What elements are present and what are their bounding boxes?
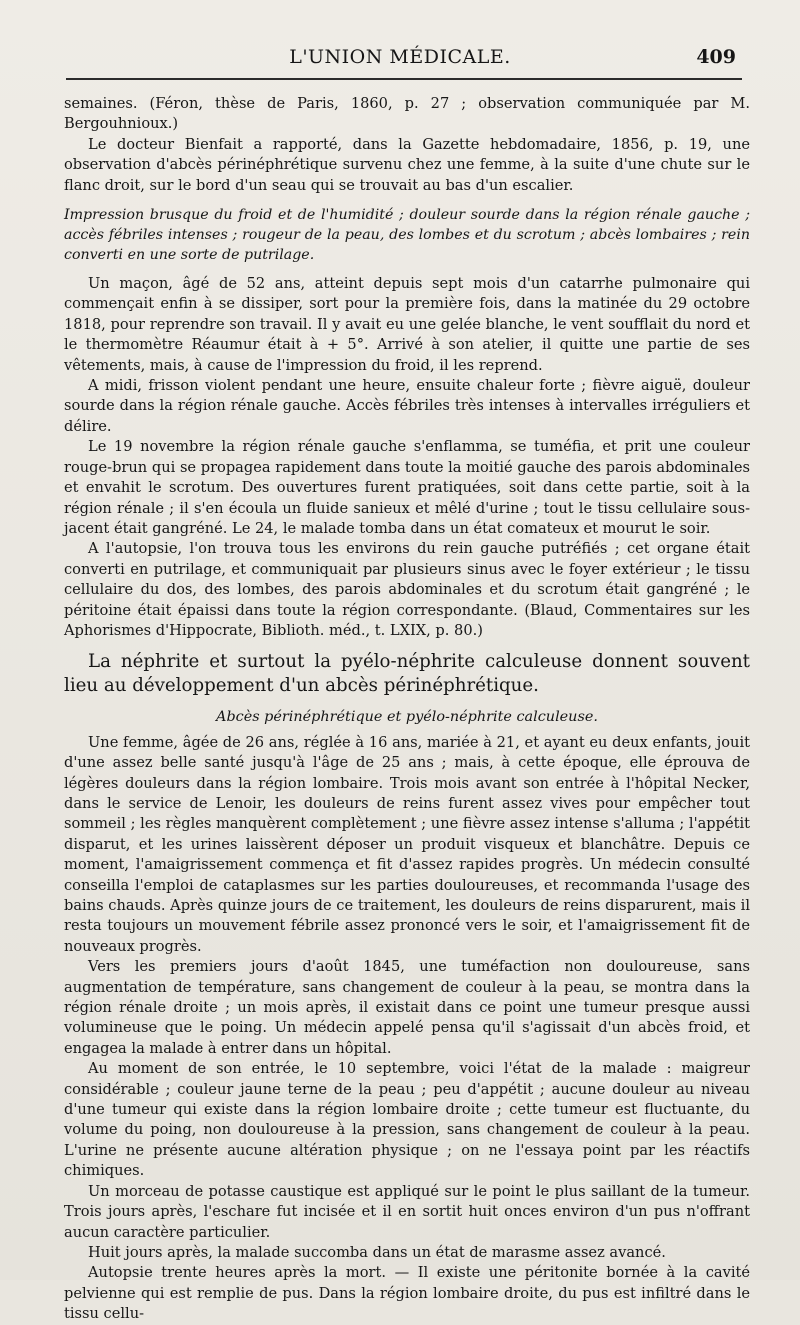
paragraph-1: semaines. (Féron, thèse de Paris, 1860, p. 27 ; observation communiquée par M. Bergouhnioux.) (64, 95, 750, 133)
header-rule (66, 78, 742, 80)
page-header (62, 40, 738, 78)
page-number: 409 (696, 46, 736, 68)
running-head: L'UNION MÉDICALE. (289, 46, 511, 68)
paragraph-7: A l'autopsie, l'on trouva tous les environs du rein gauche putréfiés ; cet organe était converti en putrilage, et communiquait par plusieurs sinus avec le foyer extérieur ; le tissu cellulaire du dos, des lombes, des parois abdominales et du scrotum était gangréné ; le péritoine était épaissi dans toute la région correspondante. (Blaud, Commentaires sur les Aphorismes d'Hippocrate, Biblioth. méd., t. LXIX, p. 80.) (64, 540, 750, 639)
paragraph-5: A midi, frisson violent pendant une heure, ensuite chaleur forte ; fièvre aiguë, douleur sourde dans la région rénale gauche. Accès fébriles très intenses à intervalles irréguliers et délire. (64, 377, 750, 435)
paragraph-13: Un morceau de potasse caustique est appliqué sur le point le plus saillant de la tumeur. Trois jours après, l'eschare fut incisée et il en sortit huit onces environ d'un pus n'offrant aucun caractère particulier. (64, 1182, 750, 1241)
body-text (64, 94, 750, 1325)
paragraph-6: Le 19 novembre la région rénale gauche s'enflamma, se tuméfia, et prit une couleur rouge-brun qui se propagea rapidement dans toute la moitié gauche des parois abdominales et envahit le scrotum. Des ouvertures furent pratiquées, soit dans cette partie, soit à la région rénale ; il s'en écoula un fluide sanieux et mêlé d'urine ; tout le tissu cellulaire sous-jacent était gangréné. Le 24, le malade tomba dans un état comateux et mourut le soir. (64, 438, 750, 537)
paragraph-11: Vers les premiers jours d'août 1845, une tuméfaction non douloureuse, sans augmentation de température, sans changement de couleur à la peau, se montra dans la région rénale droite ; un mois après, il existait dans ce point une tumeur presque aussi volumineuse que le poing. Un médecin appelé pensa qu'il s'agissait d'un abcès froid, et engagea la malade à entrer dans un hôpital. (64, 958, 750, 1057)
case-summary-1: Impression brusque du froid et de l'humidité ; douleur sourde dans la région rénale gauche ; accès fébriles intenses ; rougeur de la peau, des lombes et du scrotum ; abcès lombaires ; rein converti en une sorte de putrilage. (64, 207, 750, 264)
paragraph-12: Au moment de son entrée, le 10 septembre, voici l'état de la malade : maigreur considérable ; couleur jaune terne de la peau ; peu d'appétit ; aucune douleur au niveau d'une tumeur qui existe dans la région lombaire droite ; cette tumeur est fluctuante, du volume du poing, non douloureuse à la pression, sans changement de couleur à la peau. L'urine ne présente aucune altération physique ; on ne l'essaya point par les réactifs chimiques. (64, 1060, 750, 1180)
case-heading-2: Abcès périnéphrétique et pyélo-néphrite calculeuse. (216, 709, 598, 726)
paragraph-4: Un maçon, âgé de 52 ans, atteint depuis sept mois d'un catarrhe pulmonaire qui commençait enfin à se dissiper, sort pour la première fois, dans la matinée du 29 octobre 1818, pour reprendre son travail. Il y avait eu une gelée blanche, le vent soufflait du nord et le thermomètre Réaumur était à + 5°. Arrivé à son atelier, il quitte une partie de ses vêtements, mais, à cause de l'impression du froid, il les reprend. (64, 275, 750, 374)
paragraph-14: Huit jours après, la malade succomba dans un état de marasme assez avancé. (88, 1243, 666, 1261)
paragraph-10: Une femme, âgée de 26 ans, réglée à 16 ans, mariée à 21, et ayant eu deux enfants, jouit d'une assez belle santé jusqu'à l'âge de 25 ans ; mais, à cette époque, elle éprouva de légères douleurs dans la région lombaire. Trois mois avant son entrée à l'hôpital Necker, dans le service de Lenoir, les douleurs de reins furent assez vives pour empêcher tout sommeil ; les règles manquèrent complètement ; une fièvre assez intense s'alluma ; l'appétit disparut, et les urines laissèrent déposer un produit visqueux et blanchâtre. Depuis ce moment, l'amaigrissement commença et fit d'assez rapides progrès. Un médecin consulté conseilla l'emploi de cataplasmes sur les parties douloureuses, et recommanda l'usage des bains chauds. Après quinze jours de ce traitement, les douleurs de reins disparurent, mais il resta toujours un mouvement fébrile assez prononcé vers le soir, et l'amaigrissement fit de nouveaux progrès. (64, 733, 750, 955)
section-statement: La néphrite et surtout la pyélo-néphrite calculeuse donnent souvent lieu au développement d'un abcès périnéphrétique. (64, 651, 750, 697)
paragraph-2: Le docteur Bienfait a rapporté, dans la Gazette hebdomadaire, 1856, p. 19, une observation d'abcès périnéphrétique survenu chez une femme, à la suite d'une chute sur le flanc droit, sur le bord d'un seau qui se trouvait au bas d'un escalier. (64, 135, 750, 194)
paragraph-15: Autopsie trente heures après la mort. — Il existe une péritonite bornée à la cavité pelvienne qui est remplie de pus. Dans la région lombaire droite, du pus est infiltré dans le tissu cellu- (64, 1264, 750, 1323)
